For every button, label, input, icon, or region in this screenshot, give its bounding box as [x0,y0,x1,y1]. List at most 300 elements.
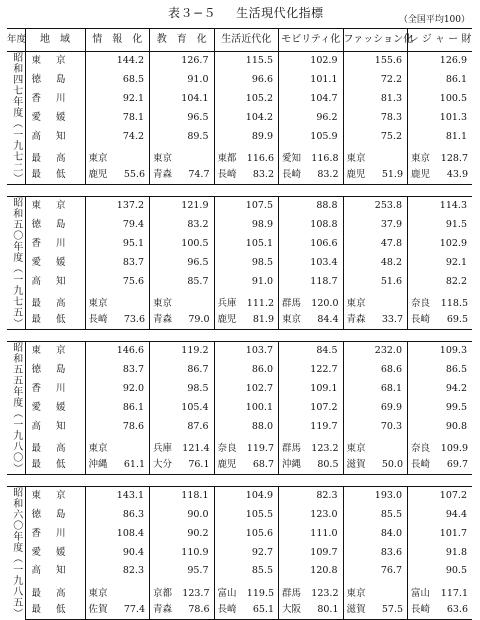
value-cell: 84.5 [279,342,344,361]
value-cell: 88.8 [279,197,344,216]
max-value: 123.7 [182,587,210,599]
max-label-cell [25,436,85,456]
prefecture-name: 香川 [31,238,66,250]
min-value-cell [150,600,215,619]
prefecture-name: 徳島 [31,219,66,231]
max-prefecture: 愛知 [282,153,302,165]
min-prefecture: 長崎 [217,169,237,181]
min-value: 43.9 [446,169,468,181]
value-cell: 107.2 [408,487,473,506]
max-value: 119.5 [246,587,274,599]
prefecture-cell [25,89,85,108]
max-pair [150,154,214,164]
value-cell: 144.2 [85,52,150,71]
max-value: 123.2 [311,587,339,599]
value-cell: 86.5 [408,360,473,379]
min-value-cell [214,311,279,330]
table-title-text: 生活現代化指標 [236,6,324,20]
value-cell: 105.9 [279,127,344,146]
min-value: 84.4 [317,314,339,326]
value-cell: 85.5 [214,562,279,581]
value-cell: 101.1 [279,70,344,89]
min-value-cell [85,311,150,330]
value-cell: 155.6 [343,52,408,71]
max-value-cell [408,581,473,600]
min-pair [86,170,150,180]
unit-note: （全国平均100） [398,15,470,25]
value-cell: 83.7 [85,253,150,272]
prefecture-cell [25,543,85,562]
value-cell: 102.7 [214,379,279,398]
header-informatization: 情 報 化 [85,29,150,52]
value-cell: 92.1 [85,89,150,108]
min-prefecture: 佐賀 [88,603,108,615]
value-cell: 121.9 [150,197,215,216]
value-cell: 119.7 [279,417,344,436]
table-row [7,417,472,436]
max-prefecture: 東京 [346,443,366,455]
prefecture-cell [25,417,85,436]
table-row [7,505,472,524]
max-value-cell [214,436,279,456]
value-cell: 109.1 [279,379,344,398]
min-pair [279,605,343,615]
value-cell: 100.5 [408,89,473,108]
min-pair [215,460,279,470]
min-value-cell [408,600,473,619]
prefecture-cell [25,215,85,234]
era-label: 昭和五五年度（一九八〇） [7,342,25,475]
max-prefecture: 東京 [88,153,108,165]
table-number: 表３−５ [168,6,217,20]
value-cell: 86.1 [85,398,150,417]
max-value-cell [150,291,215,311]
value-cell: 90.4 [85,543,150,562]
value-cell: 105.5 [214,505,279,524]
era-label: 昭和六〇年度（一九八五） [7,487,25,620]
value-cell: 68.1 [343,379,408,398]
min-value-cell [214,456,279,475]
max-prefecture: 奈良 [411,298,431,310]
value-cell: 126.9 [408,52,473,71]
value-cell: 51.6 [343,272,408,291]
prefecture-name: 高知 [31,130,66,142]
max-pair [150,444,214,454]
max-prefecture: 群馬 [282,443,302,455]
max-value-cell [214,581,279,600]
min-value-cell [279,600,344,619]
max-pair [86,299,150,309]
min-value: 79.0 [188,314,210,326]
max-value: 111.2 [246,298,274,310]
value-cell: 105.4 [150,398,215,417]
max-value-cell [343,291,408,311]
max-pair [279,444,343,454]
value-cell: 69.9 [343,398,408,417]
max-pair [344,444,408,454]
max-prefecture: 富山 [217,587,237,599]
value-cell: 90.0 [150,505,215,524]
max-label: 最高 [31,443,66,455]
header-education: 教 育 化 [150,29,215,52]
value-cell: 101.3 [408,108,473,127]
value-cell: 83.7 [85,360,150,379]
min-value: 78.6 [188,603,210,615]
max-prefecture: 群馬 [282,587,302,599]
prefecture-cell [25,562,85,581]
max-pair [279,299,343,309]
value-cell: 76.7 [343,562,408,581]
max-row [7,146,472,166]
max-label-cell [25,581,85,600]
value-cell: 193.0 [343,487,408,506]
max-value-cell [85,291,150,311]
value-cell: 86.0 [214,360,279,379]
min-value: 55.6 [123,169,145,181]
min-prefecture: 沖縄 [88,459,108,471]
max-pair [86,444,150,454]
max-value-cell [85,436,150,456]
min-value-cell [408,456,473,475]
value-cell: 101.7 [408,524,473,543]
prefecture-name: 徳島 [31,508,66,520]
min-value: 57.5 [381,603,403,615]
min-pair [344,170,408,180]
value-cell: 103.4 [279,253,344,272]
min-value-cell [214,600,279,619]
max-pair [215,444,279,454]
max-pair [344,154,408,164]
table-row [7,52,472,71]
table-row [7,360,472,379]
max-pair [215,589,279,599]
table-row [7,398,472,417]
min-prefecture: 鹿児 [88,169,108,181]
max-prefecture: 東京 [88,298,108,310]
max-prefecture: 奈良 [411,443,431,455]
max-prefecture: 兵庫 [217,298,237,310]
min-value: 50.0 [381,459,403,471]
max-row [7,291,472,311]
max-value: 118.5 [440,298,468,310]
value-cell: 94.2 [408,379,473,398]
min-prefecture: 青森 [153,169,173,181]
max-label-cell [25,146,85,166]
min-prefecture: 東京 [282,314,302,326]
min-prefecture: 鹿児 [217,459,237,471]
value-cell: 96.6 [214,70,279,89]
value-cell: 86.1 [408,70,473,89]
min-value-cell [408,311,473,330]
value-cell: 82.3 [279,487,344,506]
era-label: 昭和五〇年度（一九七五） [7,197,25,330]
table-row [7,524,472,543]
min-row [7,600,472,619]
max-value-cell [343,581,408,600]
min-label: 最低 [31,169,66,181]
min-value: 69.7 [446,459,468,471]
value-cell: 48.2 [343,253,408,272]
max-label: 最高 [31,587,66,599]
min-label-cell [25,311,85,330]
min-row [7,456,472,475]
value-cell: 126.7 [150,52,215,71]
header-leisure-goods: レ ジ ャ ー 財 [408,29,473,52]
min-row [7,311,472,330]
value-cell: 91.0 [150,70,215,89]
value-cell: 96.2 [279,108,344,127]
value-cell: 84.0 [343,524,408,543]
min-value-cell [279,456,344,475]
value-cell: 70.3 [343,417,408,436]
min-prefecture: 青森 [346,314,366,326]
min-pair [279,315,343,325]
value-cell: 75.2 [343,127,408,146]
table-row [7,272,472,291]
min-value: 81.9 [252,314,274,326]
min-value-cell [343,166,408,185]
value-cell: 47.8 [343,234,408,253]
max-pair [408,444,472,454]
header-mobility: モビリティ化 [279,29,344,52]
value-cell: 105.2 [214,89,279,108]
value-cell: 86.3 [85,505,150,524]
prefecture-cell [25,127,85,146]
min-value: 83.2 [317,169,339,181]
prefecture-name: 香川 [31,383,66,395]
max-value-cell [279,291,344,311]
block-spacer [7,475,472,487]
value-cell: 111.0 [279,524,344,543]
value-cell: 98.5 [150,379,215,398]
max-prefecture: 東京 [153,298,173,310]
table-row [7,253,472,272]
min-prefecture: 鹿児 [217,314,237,326]
min-value-cell [343,311,408,330]
block-gap [7,185,472,197]
prefecture-name: 愛媛 [31,401,66,413]
max-value: 120.0 [311,298,339,310]
value-cell: 96.5 [150,253,215,272]
min-prefecture: 鹿児 [411,169,431,181]
value-cell: 81.1 [408,127,473,146]
max-value-cell [279,581,344,600]
min-label: 最低 [31,459,66,471]
block-spacer [7,185,472,197]
max-pair [150,299,214,309]
value-cell: 82.2 [408,272,473,291]
value-cell: 90.5 [408,562,473,581]
value-cell: 104.2 [214,108,279,127]
value-cell: 137.2 [85,197,150,216]
table-row [7,342,472,361]
value-cell: 98.9 [214,215,279,234]
min-pair [150,460,214,470]
prefecture-name: 東京 [31,490,66,502]
table-row [7,543,472,562]
value-cell: 99.5 [408,398,473,417]
prefecture-name: 愛媛 [31,256,66,268]
table-row [7,215,472,234]
max-value-cell [343,436,408,456]
max-pair [86,154,150,164]
min-value-cell [150,166,215,185]
prefecture-name: 徳島 [31,74,66,86]
value-cell: 115.5 [214,52,279,71]
min-value: 73.6 [123,314,145,326]
value-cell: 104.7 [279,89,344,108]
value-cell: 82.3 [85,562,150,581]
table-row [7,234,472,253]
prefecture-cell [25,234,85,253]
max-label: 最高 [31,298,66,310]
value-cell: 89.9 [214,127,279,146]
min-value-cell [85,166,150,185]
value-cell: 95.1 [85,234,150,253]
max-value-cell [408,291,473,311]
min-pair [344,315,408,325]
max-prefecture: 東都 [217,153,237,165]
max-pair [279,589,343,599]
min-prefecture: 滋賀 [346,603,366,615]
min-prefecture: 滋賀 [346,459,366,471]
value-cell: 91.8 [408,543,473,562]
prefecture-name: 東京 [31,345,66,357]
header-life-modernization: 生活近代化 [214,29,279,52]
value-cell: 108.8 [279,215,344,234]
table-row [7,70,472,89]
value-cell: 100.1 [214,398,279,417]
header-fashion: ファッション化 [343,29,408,52]
max-prefecture: 東京 [411,153,431,165]
value-cell: 92.7 [214,543,279,562]
max-value-cell [343,146,408,166]
prefecture-name: 高知 [31,565,66,577]
prefecture-cell [25,70,85,89]
value-cell: 90.8 [408,417,473,436]
max-prefecture: 東京 [346,587,366,599]
value-cell: 83.6 [343,543,408,562]
min-value: 83.2 [252,169,274,181]
value-cell: 105.1 [214,234,279,253]
min-pair [86,315,150,325]
value-cell: 75.6 [85,272,150,291]
value-cell: 119.2 [150,342,215,361]
header-year: 年度 [7,29,25,52]
prefecture-name: 東京 [31,55,66,67]
value-cell: 104.9 [214,487,279,506]
min-value: 80.5 [317,459,339,471]
value-cell: 107.5 [214,197,279,216]
min-row [7,166,472,185]
value-cell: 92.1 [408,253,473,272]
min-pair [86,460,150,470]
max-pair [150,589,214,599]
min-prefecture: 鹿児 [346,169,366,181]
prefecture-cell [25,360,85,379]
value-cell: 85.5 [343,505,408,524]
max-pair [215,299,279,309]
max-value: 123.2 [311,443,339,455]
header-region: 地 域 [25,29,85,52]
value-cell: 109.7 [279,543,344,562]
value-cell: 87.6 [150,417,215,436]
max-value-cell [85,581,150,600]
min-pair [279,460,343,470]
min-value-cell [85,456,150,475]
max-prefecture: 京都 [153,587,173,599]
min-pair [215,315,279,325]
value-cell: 81.3 [343,89,408,108]
value-cell: 78.3 [343,108,408,127]
value-cell: 107.2 [279,398,344,417]
max-pair [408,299,472,309]
min-pair [344,605,408,615]
value-cell: 86.7 [150,360,215,379]
value-cell: 83.2 [150,215,215,234]
min-label-cell [25,456,85,475]
value-cell: 68.5 [85,70,150,89]
min-pair [150,605,214,615]
max-pair [215,154,279,164]
value-cell: 104.1 [150,89,215,108]
max-pair [279,154,343,164]
max-label-cell [25,291,85,311]
table-row [7,89,472,108]
value-cell: 92.0 [85,379,150,398]
value-cell: 89.5 [150,127,215,146]
min-pair [279,170,343,180]
prefecture-cell [25,253,85,272]
value-cell: 102.9 [408,234,473,253]
prefecture-cell [25,108,85,127]
max-value-cell [214,146,279,166]
max-value: 117.1 [440,587,468,599]
value-cell: 103.7 [214,342,279,361]
max-value-cell [408,146,473,166]
value-cell: 122.7 [279,360,344,379]
max-value: 116.8 [311,153,339,165]
max-value-cell [85,146,150,166]
min-value-cell [214,166,279,185]
min-value-cell [343,600,408,619]
min-value: 77.4 [123,603,145,615]
min-pair [215,605,279,615]
value-cell: 91.5 [408,215,473,234]
min-pair [408,460,472,470]
value-cell: 85.7 [150,272,215,291]
min-value: 74.7 [188,169,210,181]
era-label: 昭和四七年度（一九七二） [7,52,25,185]
value-cell: 106.6 [279,234,344,253]
prefecture-name: 香川 [31,527,66,539]
block-spacer [7,330,472,342]
min-prefecture: 大分 [153,459,173,471]
min-value-cell [408,166,473,185]
prefecture-cell [25,272,85,291]
max-pair [86,589,150,599]
value-cell: 102.9 [279,52,344,71]
value-cell: 79.4 [85,215,150,234]
min-prefecture: 長崎 [88,314,108,326]
min-value: 61.1 [123,459,145,471]
min-prefecture: 長崎 [411,603,431,615]
value-cell: 91.0 [214,272,279,291]
max-prefecture: 東京 [346,153,366,165]
min-prefecture: 青森 [153,603,173,615]
table-row [7,108,472,127]
prefecture-cell [25,342,85,361]
